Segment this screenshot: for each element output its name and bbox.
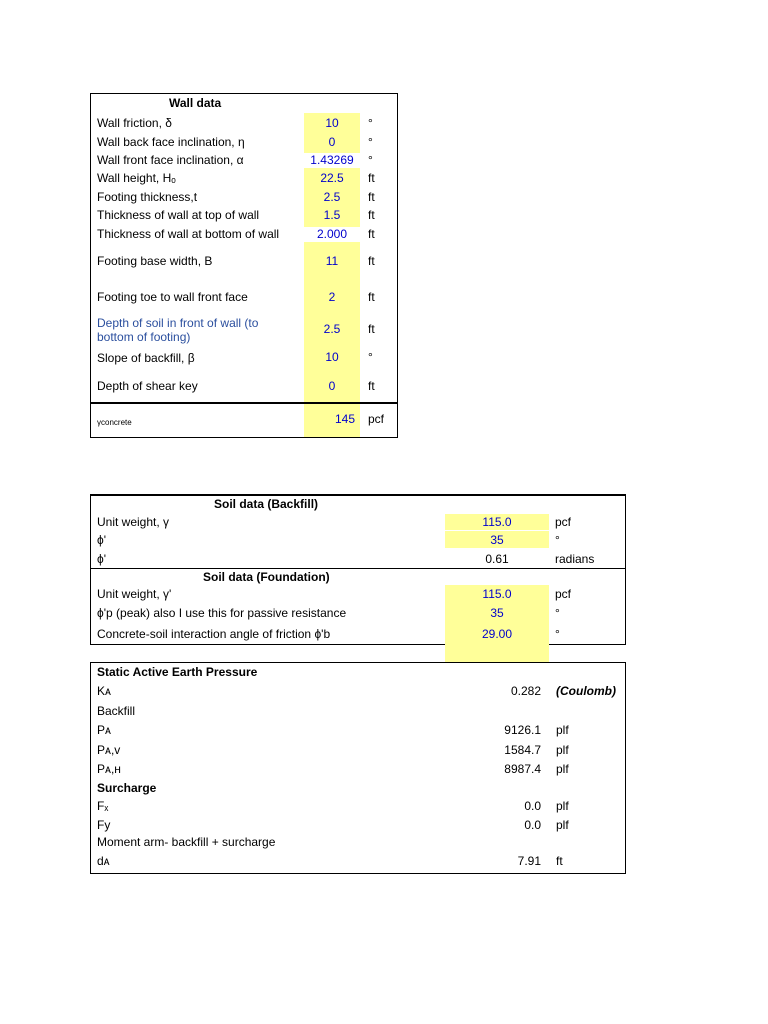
wall-height-label: Wall height, Hₒ <box>97 171 176 185</box>
pa-unit: plf <box>556 723 569 737</box>
backfill-phi-rad-value: 0.61 <box>485 552 509 566</box>
backfill-phi-deg-unit: ° <box>555 533 560 547</box>
toe-to-front-face-label: Footing toe to wall front face <box>97 290 248 304</box>
wall-friction-label: Wall friction, δ <box>97 116 172 130</box>
wall-bottom-thickness-label: Thickness of wall at bottom of wall <box>97 227 280 241</box>
back-face-inclination-label: Wall back face inclination, η <box>97 135 245 149</box>
front-soil-depth-label-line2: bottom of footing) <box>97 330 191 344</box>
foundation-phi-peak-unit: ° <box>555 606 560 620</box>
fx-value: 0.0 <box>524 799 541 813</box>
da-unit: ft <box>556 854 563 868</box>
da-label: dᴀ <box>97 854 110 868</box>
front-face-inclination-value: 1.43269 <box>304 153 360 168</box>
fy-value: 0.0 <box>524 818 541 832</box>
pah-value: 8987.4 <box>504 762 541 776</box>
da-value: 7.91 <box>517 854 541 868</box>
back-face-inclination-value[interactable]: 0 <box>328 135 336 149</box>
footing-base-width-label: Footing base width, B <box>97 254 213 268</box>
pah-unit: plf <box>556 762 569 776</box>
pav-label: Pᴀ,ᴠ <box>97 743 121 757</box>
foundation-phi-peak-label: ϕ'p (peak) also I use this for passive resistance <box>97 606 347 620</box>
toe-to-front-face-value[interactable]: 2 <box>328 290 336 304</box>
front-soil-depth-unit: ft <box>368 322 375 336</box>
backfill-slope-unit: ° <box>368 350 373 364</box>
pah-label: Pᴀ,ʜ <box>97 762 121 776</box>
ka-value: 0.282 <box>510 684 541 698</box>
earth-pressure-title: Static Active Earth Pressure <box>97 665 258 679</box>
pa-value: 9126.1 <box>504 723 541 737</box>
wall-bottom-thickness-unit: ft <box>368 227 375 241</box>
surcharge-section-label: Surcharge <box>97 781 157 795</box>
soil-table-divider <box>91 568 625 569</box>
fx-label: Fₓ <box>97 799 109 813</box>
wall-top-thickness-value[interactable]: 1.5 <box>323 208 341 222</box>
backfill-unit-weight-value[interactable]: 115.0 <box>482 515 512 529</box>
concrete-unit-weight-value[interactable]: 145 <box>334 412 355 426</box>
fy-unit: plf <box>556 818 569 832</box>
footing-thickness-label: Footing thickness,t <box>97 190 198 204</box>
interaction-angle-value[interactable]: 29.00 <box>481 627 513 641</box>
footing-base-width-value[interactable]: 11 <box>325 254 339 268</box>
backfill-slope-value[interactable]: 10 <box>325 350 339 364</box>
moment-arm-label: Moment arm- backfill + surcharge <box>97 835 276 849</box>
wall-bottom-thickness-value: 2.000 <box>304 227 360 242</box>
foundation-unit-weight-label: Unit weight, γ' <box>97 587 172 601</box>
pa-label: Pᴀ <box>97 723 111 737</box>
front-face-inclination-label: Wall front face inclination, α <box>97 153 244 167</box>
interaction-angle-unit: ° <box>555 627 560 641</box>
backfill-phi-rad-label: ϕ' <box>97 552 107 566</box>
foundation-unit-weight-unit: pcf <box>555 587 572 601</box>
footing-thickness-unit: ft <box>368 190 375 204</box>
foundation-unit-weight-value[interactable]: 115.0 <box>482 587 512 601</box>
fy-label: Fy <box>97 818 111 832</box>
front-face-inclination-unit: ° <box>368 153 373 167</box>
concrete-unit-weight-label: γconcrete <box>97 418 132 427</box>
shear-key-depth-value[interactable]: 0 <box>328 379 336 393</box>
backfill-phi-deg-value[interactable]: 35 <box>490 533 504 547</box>
backfill-phi-rad-unit: radians <box>555 552 595 566</box>
fx-unit: plf <box>556 799 569 813</box>
pav-value: 1584.7 <box>504 743 541 757</box>
soil-foundation-title: Soil data (Foundation) <box>203 570 330 584</box>
backfill-unit-weight-unit: pcf <box>555 515 572 529</box>
ka-method-note: (Coulomb) <box>556 684 616 698</box>
wall-top-thickness-label: Thickness of wall at top of wall <box>97 208 260 222</box>
wall-height-unit: ft <box>368 171 375 185</box>
front-soil-depth-value[interactable]: 2.5 <box>323 322 341 336</box>
wall-height-value[interactable]: 22.5 <box>320 171 344 185</box>
wall-top-thickness-unit: ft <box>368 208 375 222</box>
shear-key-depth-label: Depth of shear key <box>97 379 198 393</box>
toe-to-front-face-unit: ft <box>368 290 375 304</box>
ka-label: Kᴀ <box>97 684 111 698</box>
footing-base-width-unit: ft <box>368 254 375 268</box>
foundation-phi-peak-value[interactable]: 35 <box>490 606 504 620</box>
wall-friction-unit: ° <box>368 116 373 130</box>
front-soil-depth-label-line1: Depth of soil in front of wall (to <box>97 316 259 330</box>
wall-data-title: Wall data <box>169 96 222 110</box>
backfill-section-label: Backfill <box>97 704 136 718</box>
backfill-unit-weight-label: Unit weight, γ <box>97 515 170 529</box>
interaction-angle-label: Concrete-soil interaction angle of friction ϕ'b <box>97 627 331 641</box>
wall-friction-value[interactable]: 10 <box>325 116 339 130</box>
backfill-slope-label: Slope of backfill, β <box>97 351 195 365</box>
shear-key-depth-unit: ft <box>368 379 375 393</box>
backfill-phi-deg-label: ϕ' <box>97 533 107 547</box>
footing-thickness-value[interactable]: 2.5 <box>323 190 341 204</box>
soil-backfill-title: Soil data (Backfill) <box>214 497 319 511</box>
back-face-inclination-unit: ° <box>368 135 373 149</box>
pav-unit: plf <box>556 743 569 757</box>
concrete-unit-weight-unit: pcf <box>368 412 385 426</box>
